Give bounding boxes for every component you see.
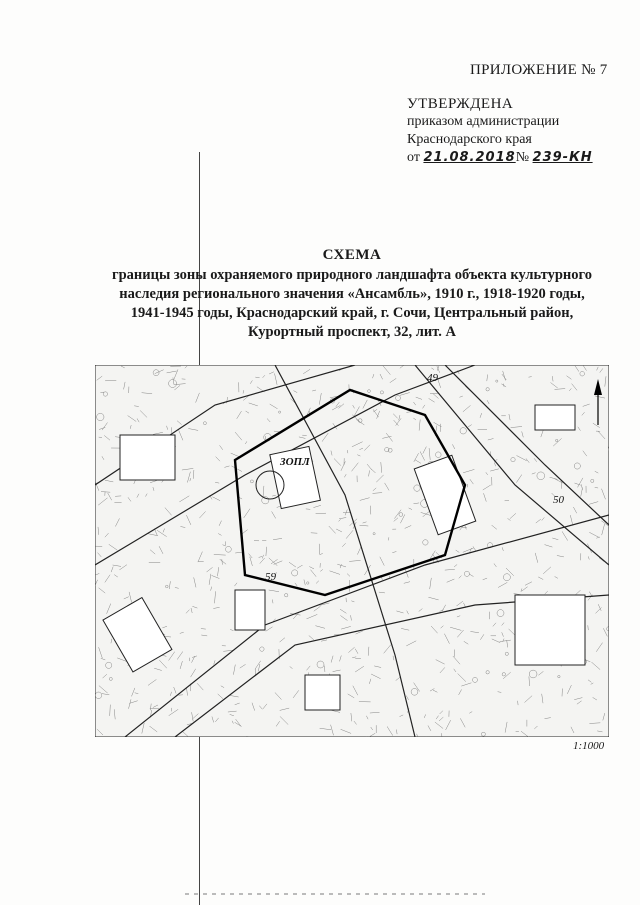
handwritten-date: 21.08.2018 — [423, 150, 516, 165]
number-prefix: № — [515, 150, 530, 165]
approval-stamp — [407, 95, 632, 167]
cadastral-map — [95, 365, 609, 737]
zone-label: ЗОПЛ — [280, 456, 310, 468]
title-line-2: наследия регионального значения «Ансамбль», 1910 г., 1918-1920 годы, — [119, 286, 585, 302]
map-drawing — [95, 365, 609, 737]
approved-region-line: Краснодарского края — [407, 132, 532, 147]
document-title — [96, 246, 608, 342]
approved-heading: УТВЕРЖДЕНА — [407, 96, 514, 112]
scan-artifact — [185, 893, 485, 895]
point-label-59: 59 — [265, 571, 276, 583]
handwritten-number: 239-КН — [532, 150, 593, 165]
appendix-number: ПРИЛОЖЕНИЕ № 7 — [470, 62, 608, 78]
title-heading: СХЕМА — [322, 247, 382, 263]
title-line-4: Курортный проспект, 32, лит. А — [248, 324, 456, 340]
point-label-50: 50 — [553, 494, 564, 506]
title-line-1: границы зоны охраняемого природного ландшафта объекта культурного — [112, 267, 592, 283]
title-line-3: 1941-1945 годы, Краснодарский край, г. Сочи, Центральный район, — [130, 305, 574, 321]
map-scale: 1:1000 — [573, 740, 605, 752]
point-label-49: 49 — [427, 372, 438, 384]
approved-by-line: приказом администрации — [407, 114, 560, 129]
approval-date-line — [407, 149, 632, 167]
date-prefix: от — [407, 150, 420, 165]
